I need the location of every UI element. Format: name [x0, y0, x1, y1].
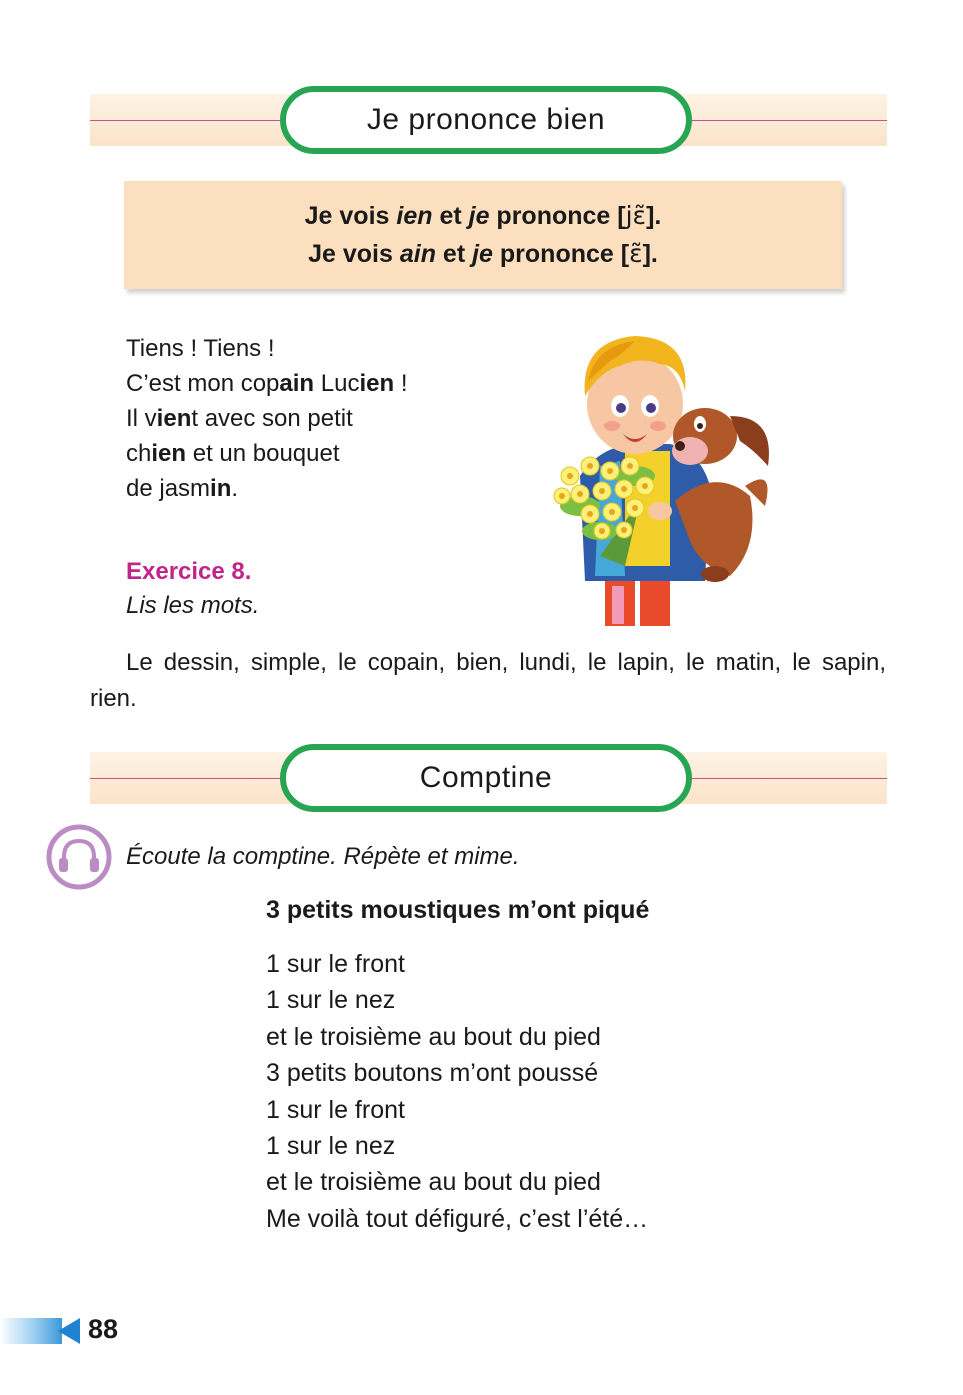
rule-line-ien: Je vois ien et je prononce [jɛ̃].	[304, 201, 662, 230]
ipa-symbol: jɛ̃	[625, 201, 647, 230]
poem-line: Tiens ! Tiens !	[126, 335, 275, 362]
song-lyrics	[266, 946, 648, 1237]
headphones-icon	[46, 824, 112, 890]
exercise-word-list: Le dessin, simple, le copain, bien, lundi, le lapin, le matin, le sapin, rien.	[90, 649, 886, 712]
section-title-comptine	[280, 744, 692, 812]
page-arrow-icon	[58, 1318, 80, 1344]
song-line: Me voilà tout défiguré, c’est l’été…	[266, 1204, 649, 1233]
section-title-text: Comptine	[419, 761, 553, 794]
section-title-pronunciation	[280, 86, 692, 154]
song-line: et le troisième au bout du pied	[266, 1168, 601, 1197]
song-line: 3 petits boutons m’ont poussé	[266, 1059, 599, 1088]
poem-line: chien et un bouquet	[126, 440, 340, 467]
pronunciation-rule-box	[124, 181, 842, 289]
song-line: 1 sur le nez	[266, 1132, 396, 1161]
song-line: 1 sur le front	[266, 950, 405, 978]
exercise-title: Exercice 8.	[126, 558, 252, 585]
listen-instruction: Écoute la comptine. Répète et mime.	[126, 843, 520, 870]
poem-line: C’est mon copain Lucien !	[126, 370, 408, 397]
rule-line-ain: Je vois ain et je prononce [ɛ̃].	[308, 239, 658, 268]
poem-line: Il vient avec son petit	[126, 405, 353, 432]
exercise-instruction: Lis les mots.	[126, 592, 260, 619]
tiens-poem	[126, 331, 408, 506]
section-title-text: Je prononce bien	[366, 103, 606, 136]
ipa-symbol: ɛ̃	[629, 239, 643, 268]
song-line: 1 sur le nez	[266, 986, 396, 1015]
footer-gradient-bar	[0, 1318, 62, 1344]
song-line: et le troisième au bout du pied	[266, 1022, 601, 1051]
song-title: 3 petits moustiques m’ont piqué	[266, 896, 650, 924]
page-number: 88	[88, 1314, 119, 1344]
poem-line: de jasmin.	[126, 475, 239, 502]
song-line: 1 sur le front	[266, 1095, 405, 1124]
boy-with-dog-illustration	[540, 326, 780, 626]
